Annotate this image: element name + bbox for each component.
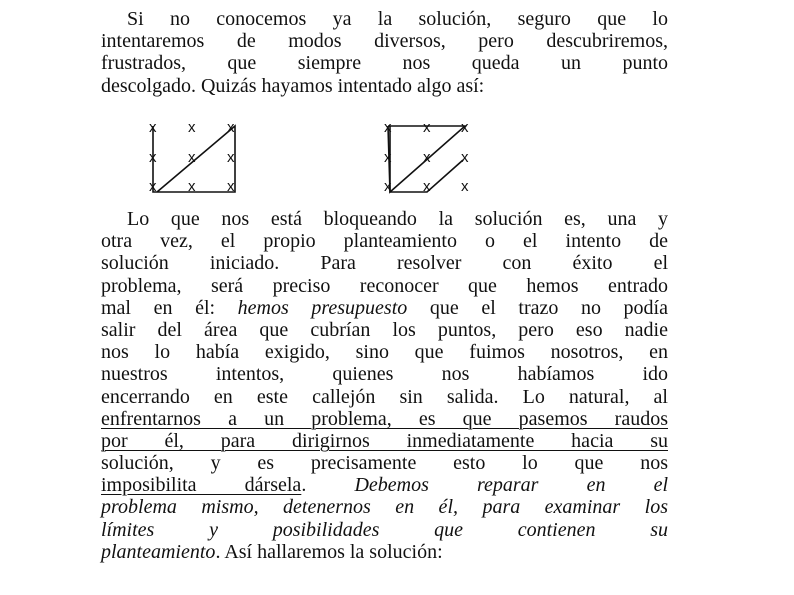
underlined-line: por él, para dirigirnos inmediatamente hacia su xyxy=(101,429,668,452)
text-segment: mal en él: xyxy=(101,296,238,319)
text-line: descolgado. Quizás hayamos intentado algo así: xyxy=(101,74,485,97)
text-line: solución iniciado. Para resolver con éxito el xyxy=(101,252,668,275)
dot-mark: x xyxy=(461,119,469,136)
dot-mark: x xyxy=(149,178,157,195)
text-line: nuestros intentos, quienes nos habíamos ido xyxy=(101,363,668,386)
dot-mark: x xyxy=(423,149,431,166)
dot-mark: x xyxy=(461,149,469,166)
text-line: encerrando en este callejón sin salida. Lo natural, al xyxy=(101,385,668,408)
text-line: salir del área que cubrían los puntos, pero eso nadie xyxy=(101,318,668,341)
intro-paragraph xyxy=(101,8,668,97)
dot-mark: x xyxy=(227,149,235,166)
underlined-line: enfrentarnos a un problema, es que pasemos raudos xyxy=(101,407,668,430)
dot-mark: x xyxy=(384,149,392,166)
dot-mark: x xyxy=(227,178,235,195)
nine-dots-figures xyxy=(145,118,485,198)
text-line: frustrados, que siempre nos queda un punto xyxy=(101,52,668,75)
dot-mark: x xyxy=(423,119,431,136)
text-line: nos lo había exigido, sino que fuimos nosotros, en xyxy=(101,341,668,364)
text-line: otra vez, el propio planteamiento o el intento de xyxy=(101,230,668,253)
emphasis-presupuesto: hemos presupuesto xyxy=(237,296,408,319)
italic-line: límites y posibilidades que contienen su xyxy=(101,518,668,541)
dot-mark: x xyxy=(149,119,157,136)
dot-mark: x xyxy=(384,119,392,136)
text-line: solución, y es precisamente esto lo que nos xyxy=(101,452,668,475)
dot-mark: x xyxy=(461,178,469,195)
dot-mark: x xyxy=(188,119,196,136)
underlined-segment: imposibilita dársela xyxy=(101,474,302,497)
dot-mark: x xyxy=(423,178,431,195)
main-paragraph xyxy=(101,208,668,563)
left-attempt-stroke xyxy=(153,126,235,195)
dot-mark: x xyxy=(227,119,235,136)
dot-mark: x xyxy=(384,178,392,195)
failed-attempt-lines xyxy=(145,118,485,198)
dot-mark: x xyxy=(149,149,157,166)
dot-mark: x xyxy=(188,149,196,166)
text-segment: . xyxy=(301,474,355,497)
dot-mark: x xyxy=(188,178,196,195)
text-segment: que el trazo no podía xyxy=(407,296,668,319)
text-line: intentaremos de modos diversos, pero descubriremos, xyxy=(101,30,668,53)
text-segment: . Así hallaremos la solución: xyxy=(215,540,443,563)
emphasis-debemos: Debemos reparar en el xyxy=(354,474,669,497)
italic-line: problema mismo, detenernos en él, para examinar los xyxy=(101,496,668,519)
text-line xyxy=(101,297,668,319)
right-attempt-stroke-triangle xyxy=(388,126,465,195)
text-line: Lo que nos está bloqueando la solución es, una y xyxy=(127,208,668,230)
text-line xyxy=(101,474,668,496)
text-line: Si no conocemos ya la solución, seguro que lo xyxy=(127,8,668,30)
text-line xyxy=(101,541,668,563)
emphasis-planteamiento: planteamiento xyxy=(101,540,216,563)
text-line: problema, será preciso reconocer que hemos entrado xyxy=(101,274,668,297)
